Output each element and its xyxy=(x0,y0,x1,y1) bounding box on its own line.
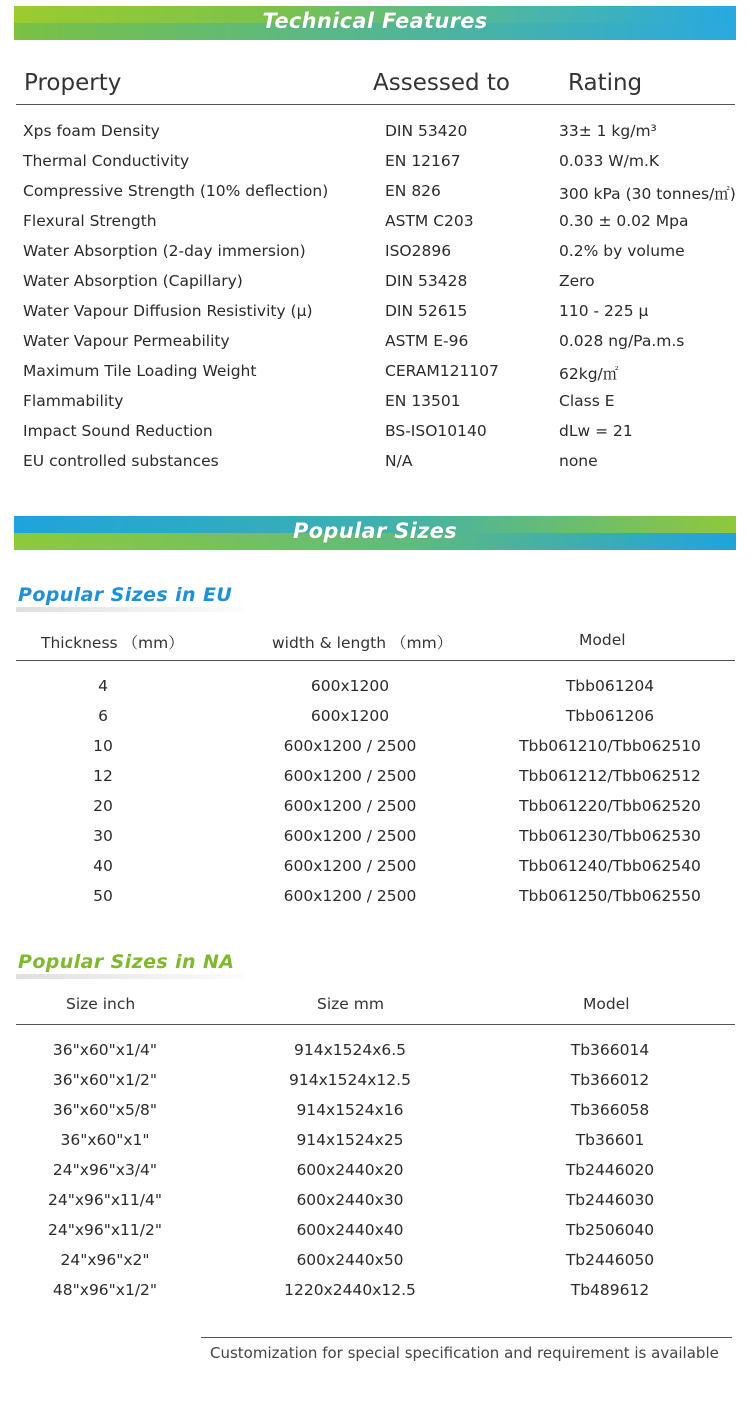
feature-rating: 62kg/㎡ xyxy=(559,365,619,383)
feature-rating: dLw = 21 xyxy=(559,422,633,440)
eu-header-model: Model xyxy=(579,631,626,649)
feature-row xyxy=(0,422,750,452)
na-size-inch: 48"x96"x1/2" xyxy=(52,1281,158,1299)
feature-rating: Class E xyxy=(559,392,615,410)
na-size-inch: 24"x96"x11/4" xyxy=(48,1191,162,1209)
feature-property: Flexural Strength xyxy=(23,212,157,230)
eu-size-row xyxy=(0,827,750,857)
na-header-model: Model xyxy=(583,995,630,1013)
na-size-inch: 36"x60"x5/8" xyxy=(52,1101,158,1119)
na-size-mm: 600x2440x40 xyxy=(296,1221,404,1239)
feature-property: Flammability xyxy=(23,392,124,410)
na-size-mm: 1220x2440x12.5 xyxy=(284,1281,416,1299)
na-size-inch: 24"x96"x11/2" xyxy=(48,1221,162,1239)
na-header-size-mm: Size mm xyxy=(317,995,384,1013)
feature-property: Water Vapour Diffusion Resistivity (μ) xyxy=(23,302,313,320)
na-size-inch: 36"x60"x1/2" xyxy=(52,1071,158,1089)
footer-divider xyxy=(201,1337,732,1338)
na-size-row xyxy=(0,1101,750,1131)
feature-property: Thermal Conductivity xyxy=(23,152,190,170)
eu-width-length: 600x1200 / 2500 xyxy=(283,827,417,845)
feature-rating: 0.2% by volume xyxy=(559,242,685,260)
eu-width-length: 600x1200 / 2500 xyxy=(283,887,417,905)
feature-row xyxy=(0,302,750,332)
feature-property: Xps foam Density xyxy=(23,122,160,140)
na-size-inch: 24"x96"x3/4" xyxy=(52,1161,158,1179)
feature-rating: 0.033 W/m.K xyxy=(559,152,660,170)
feature-row xyxy=(0,242,750,272)
eu-width-length: 600x1200 xyxy=(310,677,390,695)
na-size-mm: 600x2440x20 xyxy=(296,1161,404,1179)
eu-size-row xyxy=(0,737,750,767)
eu-width-length: 600x1200 / 2500 xyxy=(283,857,417,875)
eu-size-row xyxy=(0,857,750,887)
eu-model: Tbb061240/Tbb062540 xyxy=(519,857,701,875)
eu-model: Tbb061206 xyxy=(565,707,655,725)
feature-row xyxy=(0,332,750,362)
eu-header-thickness: Thickness （mm） xyxy=(41,634,184,652)
feature-row xyxy=(0,122,750,152)
feature-assessed-to: EN 826 xyxy=(385,182,441,200)
feature-assessed-to: ISO2896 xyxy=(385,242,452,260)
feature-property: Impact Sound Reduction xyxy=(23,422,213,440)
popular-sizes-title: Popular Sizes xyxy=(292,519,458,543)
header-rating: Rating xyxy=(568,70,643,96)
na-size-row xyxy=(0,1161,750,1191)
feature-rating: Zero xyxy=(559,272,595,290)
feature-rating: 33± 1 kg/m³ xyxy=(559,122,657,140)
feature-rating: 300 kPa (30 tonnes/㎡) xyxy=(559,185,736,203)
feature-rating: 0.30 ± 0.02 Mpa xyxy=(559,212,689,230)
feature-assessed-to: ASTM C203 xyxy=(385,212,474,230)
feature-property: EU controlled substances xyxy=(23,452,219,470)
feature-property: Water Absorption (Capillary) xyxy=(23,272,243,290)
feature-assessed-to: DIN 53420 xyxy=(385,122,468,140)
feature-row xyxy=(0,212,750,242)
feature-assessed-to: DIN 53428 xyxy=(385,272,468,290)
technical-features-banner xyxy=(14,6,736,40)
eu-model: Tbb061210/Tbb062510 xyxy=(519,737,701,755)
feature-rating: none xyxy=(559,452,598,470)
eu-width-length: 600x1200 / 2500 xyxy=(283,767,417,785)
na-size-row xyxy=(0,1281,750,1311)
na-sizes-heading: Popular Sizes in NA xyxy=(16,951,234,975)
eu-header-width-length: width & length （mm） xyxy=(272,634,453,652)
eu-size-row xyxy=(0,797,750,827)
feature-property: Maximum Tile Loading Weight xyxy=(23,362,257,380)
na-size-row xyxy=(0,1191,750,1221)
na-model: Tb366058 xyxy=(570,1101,650,1119)
na-size-mm: 600x2440x30 xyxy=(296,1191,404,1209)
na-size-mm: 914x1524x12.5 xyxy=(289,1071,411,1089)
eu-thickness: 30 xyxy=(93,827,113,845)
eu-model: Tbb061212/Tbb062512 xyxy=(519,767,701,785)
na-size-inch: 36"x60"x1/4" xyxy=(52,1041,158,1059)
feature-assessed-to: N/A xyxy=(385,452,413,470)
feature-rating: 110 - 225 μ xyxy=(559,302,649,320)
eu-model: Tbb061250/Tbb062550 xyxy=(519,887,701,905)
feature-assessed-to: BS-ISO10140 xyxy=(385,422,487,440)
feature-row xyxy=(0,272,750,302)
customization-note: Customization for special specification and requirement is available xyxy=(210,1344,719,1362)
feature-property: Compressive Strength (10% deflection) xyxy=(23,182,329,200)
feature-row xyxy=(0,182,750,212)
na-model: Tb2446020 xyxy=(565,1161,655,1179)
technical-features-title: Technical Features xyxy=(262,9,488,33)
na-model: Tb366014 xyxy=(570,1041,650,1059)
eu-header-divider xyxy=(16,660,735,661)
feature-assessed-to: CERAM121107 xyxy=(385,362,499,380)
na-model: Tb366012 xyxy=(570,1071,650,1089)
na-size-row xyxy=(0,1071,750,1101)
feature-assessed-to: ASTM E-96 xyxy=(385,332,469,350)
eu-thickness: 4 xyxy=(98,677,108,695)
header-assessed-to: Assessed to xyxy=(373,70,510,96)
na-size-inch: 36"x60"x1" xyxy=(60,1131,150,1149)
na-size-row xyxy=(0,1251,750,1281)
na-model: Tb36601 xyxy=(575,1131,645,1149)
eu-thickness: 40 xyxy=(93,857,113,875)
eu-model: Tbb061204 xyxy=(565,677,655,695)
feature-row xyxy=(0,152,750,182)
feature-rating: 0.028 ng/Pa.m.s xyxy=(559,332,685,350)
eu-size-row xyxy=(0,707,750,737)
feature-property: Water Absorption (2-day immersion) xyxy=(23,242,306,260)
eu-thickness: 50 xyxy=(93,887,113,905)
eu-sizes-heading: Popular Sizes in EU xyxy=(16,584,232,608)
eu-thickness: 20 xyxy=(93,797,113,815)
feature-assessed-to: EN 13501 xyxy=(385,392,461,410)
eu-model: Tbb061230/Tbb062530 xyxy=(519,827,701,845)
eu-thickness: 10 xyxy=(93,737,113,755)
na-size-row xyxy=(0,1041,750,1071)
na-size-mm: 600x2440x50 xyxy=(296,1251,404,1269)
feature-assessed-to: EN 12167 xyxy=(385,152,461,170)
na-size-mm: 914x1524x6.5 xyxy=(293,1041,407,1059)
na-model: Tb2446030 xyxy=(565,1191,655,1209)
eu-size-row xyxy=(0,677,750,707)
eu-thickness: 12 xyxy=(93,767,113,785)
eu-size-row xyxy=(0,767,750,797)
eu-width-length: 600x1200 / 2500 xyxy=(283,737,417,755)
header-property: Property xyxy=(24,70,122,96)
popular-sizes-banner xyxy=(14,516,736,550)
na-size-row xyxy=(0,1131,750,1161)
na-model: Tb2506040 xyxy=(565,1221,655,1239)
features-header-divider xyxy=(16,104,735,105)
na-model: Tb489612 xyxy=(570,1281,650,1299)
eu-thickness: 6 xyxy=(98,707,108,725)
eu-width-length: 600x1200 xyxy=(310,707,390,725)
feature-row xyxy=(0,392,750,422)
eu-model: Tbb061220/Tbb062520 xyxy=(519,797,701,815)
na-size-mm: 914x1524x16 xyxy=(296,1101,404,1119)
na-header-divider xyxy=(16,1024,735,1025)
eu-width-length: 600x1200 / 2500 xyxy=(283,797,417,815)
na-size-inch: 24"x96"x2" xyxy=(60,1251,150,1269)
feature-property: Water Vapour Permeability xyxy=(23,332,230,350)
feature-assessed-to: DIN 52615 xyxy=(385,302,468,320)
feature-row xyxy=(0,452,750,482)
feature-row xyxy=(0,362,750,392)
eu-size-row xyxy=(0,887,750,917)
na-model: Tb2446050 xyxy=(565,1251,655,1269)
na-size-row xyxy=(0,1221,750,1251)
na-size-mm: 914x1524x25 xyxy=(296,1131,404,1149)
na-header-size-inch: Size inch xyxy=(66,995,136,1013)
